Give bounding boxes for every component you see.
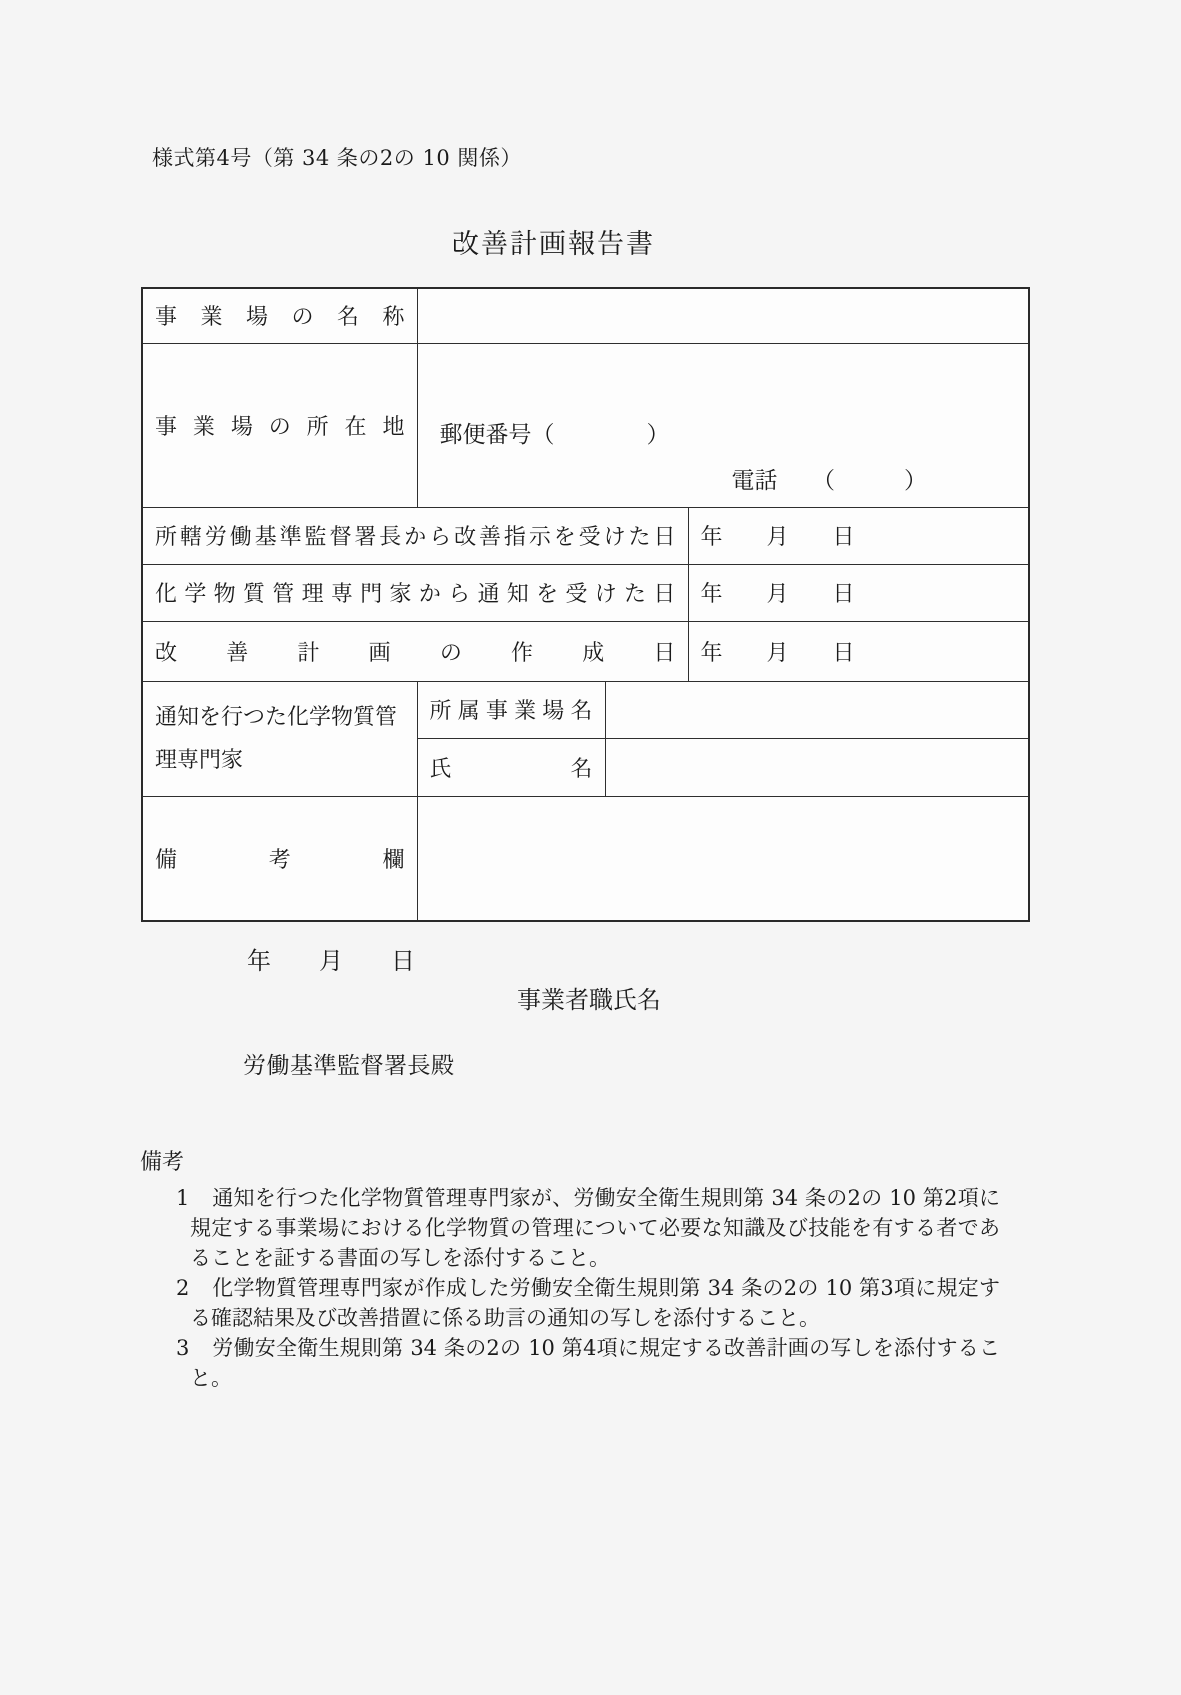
establishment-address-label: 事 業 場 の 所 在 地 xyxy=(155,414,405,440)
remarks-label: 備 考 欄 xyxy=(155,847,405,873)
expert-workplace-label-cell xyxy=(417,681,605,738)
table-row xyxy=(142,288,1029,343)
table-row xyxy=(142,796,1029,921)
establishment-name-value[interactable] xyxy=(417,288,1029,343)
expert-notification-date-value[interactable]: 年 月 日 xyxy=(688,564,1029,621)
note-item xyxy=(160,1333,1000,1393)
employer-title-name-label: 事業者職氏名 xyxy=(517,986,661,1014)
note-number: 2 xyxy=(176,1276,190,1300)
expert-name-value[interactable] xyxy=(605,738,1029,796)
note-text: 労働安全衛生規則第 34 条の2の 10 第4項に規定する改善計画の写しを添付すること。 xyxy=(190,1336,1000,1390)
establishment-name-label: 事 業 場 の 名 称 xyxy=(155,305,405,331)
notes-section xyxy=(140,1150,1000,1393)
note-item xyxy=(160,1183,1000,1273)
improvement-instruction-date-label: 所 轄 労 働 基 準 監 督 署 長 か ら 改 善 指 示 を 受 け た 日 xyxy=(155,525,676,550)
table-row xyxy=(142,343,1029,507)
note-item xyxy=(160,1273,1000,1333)
plan-creation-date-label-cell xyxy=(142,621,688,681)
notifying-expert-label: 通知を行つた化学物質管理専門家 xyxy=(142,681,417,796)
establishment-address-value[interactable] xyxy=(417,343,1029,507)
expert-name-label-cell xyxy=(417,738,605,796)
remarks-label-cell xyxy=(142,796,417,921)
expert-workplace-value[interactable] xyxy=(605,681,1029,738)
remarks-value[interactable] xyxy=(417,796,1029,921)
report-form-table xyxy=(141,287,1030,922)
expert-name-label: 氏 名 xyxy=(429,756,593,782)
phone-label: 電話 （ ） xyxy=(731,467,927,494)
table-row xyxy=(142,621,1029,681)
form-number: 様式第4号（第 34 条の2の 10 関係） xyxy=(152,146,522,170)
notes-heading: 備考 xyxy=(140,1150,185,1175)
addressee-label: 労働基準監督署長殿 xyxy=(243,1053,455,1079)
note-number: 1 xyxy=(176,1186,190,1210)
improvement-instruction-date-label-cell xyxy=(142,507,688,564)
notes-list xyxy=(140,1183,1000,1393)
establishment-address-label-cell xyxy=(142,343,417,507)
establishment-name-label-cell xyxy=(142,288,417,343)
note-number: 3 xyxy=(176,1336,190,1360)
note-text: 通知を行つた化学物質管理専門家が、労働安全衛生規則第 34 条の2の 10 第2項に規定する事業場における化学物質の管理について必要な知識及び技能を有する者であることを証する書面の写しを添付すること。 xyxy=(190,1186,1000,1270)
plan-creation-date-value[interactable]: 年 月 日 xyxy=(688,621,1029,681)
table-row xyxy=(142,564,1029,621)
table-row xyxy=(142,681,1029,738)
expert-workplace-label: 所 属 事 業 場 名 xyxy=(429,699,593,724)
plan-creation-date-label: 改 善 計 画 の 作 成 日 xyxy=(155,640,676,666)
page-title: 改善計画報告書 xyxy=(452,229,655,260)
expert-notification-date-label-cell xyxy=(142,564,688,621)
note-text: 化学物質管理専門家が作成した労働安全衛生規則第 34 条の2の 10 第3項に規定する確認結果及び改善措置に係る助言の通知の写しを添付すること。 xyxy=(190,1276,1000,1330)
expert-notification-date-label: 化 学 物 質 管 理 専 門 家 か ら 通 知 を 受 け た 日 xyxy=(155,582,676,607)
report-date-line: 年 月 日 xyxy=(247,947,415,975)
postal-code-label: 郵便番号（ ） xyxy=(439,421,670,448)
table-row xyxy=(142,507,1029,564)
improvement-instruction-date-value[interactable]: 年 月 日 xyxy=(688,507,1029,564)
